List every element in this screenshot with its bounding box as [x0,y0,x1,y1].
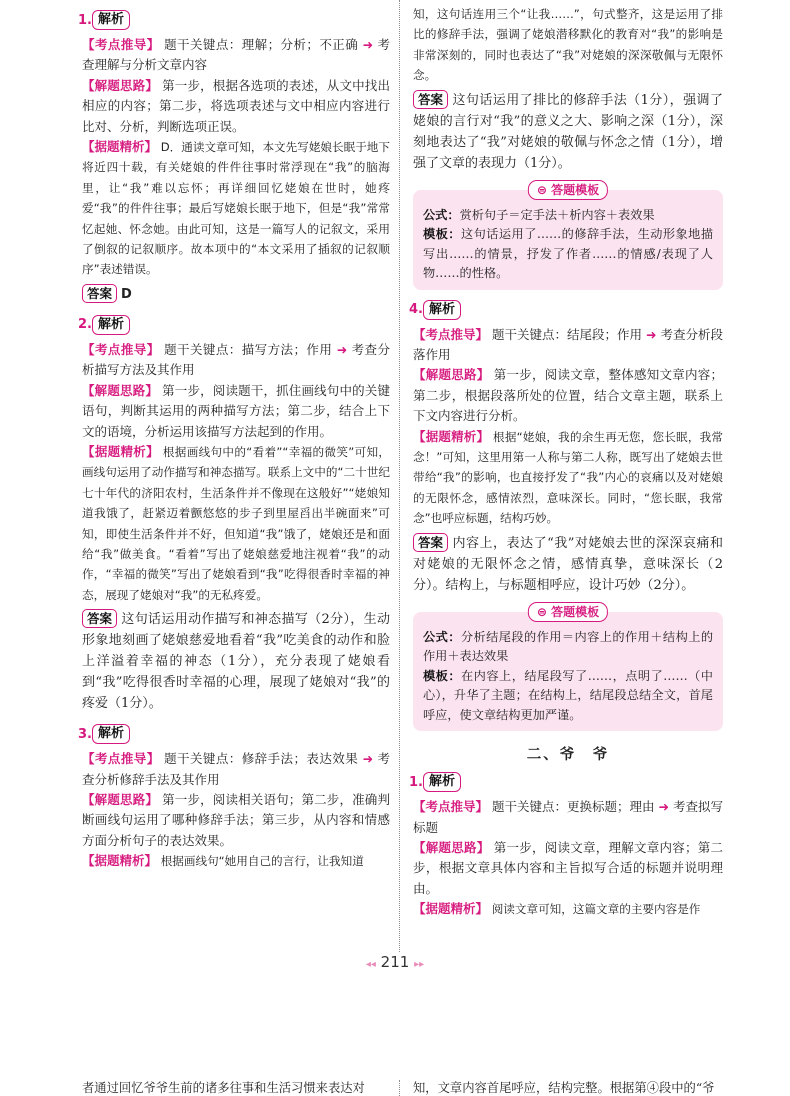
jingxi-label: 【据题精析】 [82,853,158,869]
jingxi-text: 根据“姥娘，我的余生再无您，您长眠，我常念！”可知，这里用第一人称与第二人称，既写出了姥娘去世带给“我”的影响，也直接抒发了“我”内心的哀痛以及对姥娘的无限怀念，感情浓烈，意味深长。同时，“您长眠，我常念”也呼应标题，结构巧妙。 [413,429,723,526]
template-title: ⊜ 答题模板 [528,180,608,200]
jingxi-text: 阅读文章可知，这篇文章的主要内容是作 [491,902,701,917]
analysis-tag: 解析 [92,315,130,335]
arrow-icon: ➜ [336,341,348,357]
answer-text: D [121,286,132,302]
model-label: 模板： [423,668,462,683]
analysis-tag: 解析 [92,10,130,30]
question-4 [409,298,723,596]
question-number: 3. [78,726,92,742]
answer-text: 这句话运用了排比的修辞手法（1分），强调了姥娘的言行对“我”的意义之大、影响之深（1分），深刻地表达了“我”对姥娘的敬佩与怀念之情（1分），增强了文章的表现力（1分）。 [413,92,723,171]
kaodian-label: 【考点推导】 [82,37,160,52]
jingxi-text: D．通读文章可知，本文先写姥娘长眠于地下将近四十载，有关姥娘的件件往事时常浮现在“我”的脑海里，让“我”难以忘怀；再详细回忆姥娘在世时，她疼爱“我”的件件往事；最后写姥娘长眠于地下，但是“我”常常忆起她、怀念她。由此可知，这是一篇写人的记叙文，采用了倒叙的记叙顺序。故本项中的“本文采用了插叙的记叙顺序”表述错误。 [82,140,391,277]
analysis-tag: 解析 [92,724,130,744]
column-divider-bottom [399,1080,400,1096]
silu-text: 第一步，阅读文章，整体感知文章内容；第二步，根据段落所处的位置，结合文章主题，联系上下文内容进行分析。 [413,367,723,424]
jingxi-text: 根据画线句“她用自己的言行，让我知道 [160,854,364,869]
kaodian-result: 考查理解与分析文章内容 [82,37,390,73]
section-title: 二、爷 爷 [526,746,610,764]
question-3 [78,722,390,871]
formula-label: 公式： [423,207,460,222]
question-number: 1. [78,12,92,28]
jingxi-label: 【据题精析】 [413,428,490,444]
silu-text: 第一步，阅读相关语句；第二步，准确判断画线句运用了哪种修辞手法；第三步，从内容和情感方面分析句子的表达效果。 [82,791,390,848]
kaodian-text: 题干关键点：结尾段；作用 [492,326,643,342]
arrow-icon: ➜ [362,37,374,52]
page-number: ◂◂ 211 ▸▸ [365,953,425,971]
kaodian-result: 考查拟写标题 [413,799,723,835]
model-text: 在内容上，结尾段写了……，点明了……（中心），升华了主题；在结构上，结尾段总结全文，首尾呼应，使文章结构更加严谨。 [423,668,713,722]
kaodian-label: 【考点推导】 [413,326,489,342]
answer-text: 内容上，表达了“我”对姥娘去世的深深哀痛和对姥娘的无限怀念之情，感情真挚，意味深长（2分）。结构上，与标题相呼应，设计巧妙（2分）。 [413,535,723,593]
kaodian-text: 题干关键点：更换标题；理由 [492,799,655,815]
arrow-icon: ➜ [658,799,669,815]
model-label: 模板： [423,227,461,242]
silu-label: 【解题思路】 [82,382,158,398]
jingxi-label: 【据题精析】 [82,139,158,155]
question-number: 4. [409,302,423,318]
jingxi-text: 根据画线句中的“看着”“幸福的微笑”可知，画线句运用了动作描写和神态描写。联系上文中的“二十世纪七十年代的济阳农村，生活条件并不像现在这般好”“姥娘知道我饿了，赶紧迈着颤悠悠的步子到里屋舀出半碗面来”可知，即使生活条件并不好，但知道“我”饿了，姥娘还是和面给“我”做美食。“看着”写出了姥娘慈爱地注视着“我”的动作，“幸福的微笑”写出了姥娘看到“我”吃得很香时幸福的神态，展现了姥娘对“我”的无私疼爱。 [82,444,390,602]
formula-label: 公式： [423,629,461,644]
silu-label: 【解题思路】 [413,840,490,855]
analysis-tag: 解析 [423,772,461,792]
formula-text: 赏析句子＝定手法＋析内容＋表效果 [459,207,655,222]
footer-left-text: 者通过回忆爷爷生前的诸多往事和生活习惯来表达对 [82,1081,365,1095]
answer-tag: 答案 [413,90,448,109]
kaodian-text: 题干关键点：描写方法；作用 [164,341,333,357]
kaodian-result: 考查分析段落作用 [413,326,723,363]
answer-template-box [413,182,723,290]
question-1 [78,8,391,305]
page-deco-right: ▸▸ [414,959,425,970]
question-number: 2. [78,317,92,333]
kaodian-text: 题干关键点：理解；分析；不正确 [164,37,359,52]
silu-label: 【解题思路】 [82,791,158,807]
template-title: ⊜ 答题模板 [528,602,608,622]
kaodian-result: 考查分析描写方法及其作用 [82,341,390,378]
kaodian-label: 【考点推导】 [82,341,160,357]
q3-continued-text: 知，这句话连用三个“让我……”，句式整齐，这是运用了排比的修辞手法，强调了姥娘潜移默化的教育对“我”的影响是非常深刻的，同时也表达了“我”对姥娘的深深敬佩与无限怀念。 [413,7,723,83]
arrow-icon: ➜ [646,326,657,342]
answer-template-box [413,604,723,732]
silu-text: 第一步，阅读文章，理解文章内容；第二步，根据文章具体内容和主旨拟写合适的标题并说明理由。 [413,840,723,896]
formula-text: 分析结尾段的作用＝内容上的作用＋结构上的作用＋表达效果 [423,629,714,664]
question-number: 1. [409,774,423,790]
silu-text: 第一步，根据各选项的表述，从文中找出相应的内容；第二步，将选项表述与文中相应内容进行比对、分析，判断选项正误。 [82,77,390,134]
silu-label: 【解题思路】 [413,367,490,383]
left-column [78,8,391,872]
column-divider [399,0,400,952]
kaodian-text: 题干关键点：修辞手法；表达效果 [164,751,359,767]
silu-label: 【解题思路】 [82,77,158,93]
page-deco-left: ◂◂ [365,959,376,970]
kaodian-result: 考查分析修辞手法及其作用 [82,751,390,787]
jingxi-label: 【据题精析】 [82,443,159,459]
section2-question-1 [409,770,723,919]
answer-text: 这句话运用动作描写和神态描写（2分），生动形象地刻画了姥娘慈爱地看着“我”吃美食的动作和脸上洋溢着幸福的神态（1分），充分表现了姥娘看到“我”吃得很香时幸福的心理，展现了姥娘对“我”的疼爱（1分）。 [82,612,390,712]
kaodian-label: 【考点推导】 [413,799,489,815]
answer-tag: 答案 [82,609,117,628]
right-column [409,4,723,920]
footer-right-text: 知，文章内容首尾呼应，结构完整。根据第④段中的“爷 [413,1081,715,1095]
model-text: 这句话运用了……的修辞手法，生动形象地描写出……的情景，抒发了作者……的情感/表现了人物……的性格。 [423,227,714,281]
question-2 [78,313,390,714]
analysis-tag: 解析 [423,300,461,320]
answer-tag: 答案 [82,284,117,303]
silu-text: 第一步，阅读题干，抓住画线句中的关键语句，判断其运用的两种描写方法；第二步，结合上下文的语境，分析运用该描写方法起到的作用。 [82,382,390,439]
arrow-icon: ➜ [362,751,374,767]
answer-tag: 答案 [413,533,448,552]
kaodian-label: 【考点推导】 [82,751,160,767]
jingxi-label: 【据题精析】 [413,901,489,917]
